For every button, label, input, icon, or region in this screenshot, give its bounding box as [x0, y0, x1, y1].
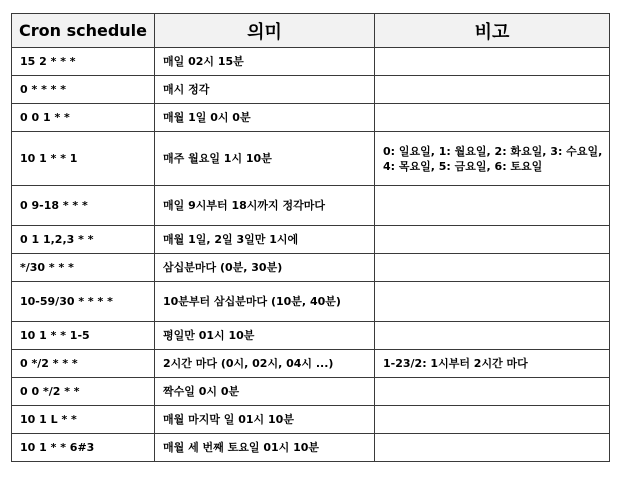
meaning-cell: 매일 02시 15분 — [155, 48, 375, 76]
table-row — [12, 322, 610, 350]
table-row — [12, 282, 610, 322]
note-cell — [375, 226, 610, 254]
note-cell — [375, 434, 610, 462]
note-cell — [375, 378, 610, 406]
schedule-cell: 10 1 L * * — [12, 406, 155, 434]
schedule-cell: 0 1 1,2,3 * * — [12, 226, 155, 254]
meaning-cell: 평일만 01시 10분 — [155, 322, 375, 350]
schedule-cell: 0 0 */2 * * — [12, 378, 155, 406]
schedule-cell: 0 0 1 * * — [12, 104, 155, 132]
meaning-cell: 매일 9시부터 18시까지 정각마다 — [155, 186, 375, 226]
table-row — [12, 104, 610, 132]
schedule-cell: 0 * * * * — [12, 76, 155, 104]
table-row — [12, 76, 610, 104]
schedule-cell: 10 1 * * 1-5 — [12, 322, 155, 350]
meaning-cell: 매주 월요일 1시 10분 — [155, 132, 375, 186]
meaning-cell: 매월 1일, 2일 3일만 1시에 — [155, 226, 375, 254]
table-header-row — [12, 14, 610, 48]
note-cell — [375, 322, 610, 350]
table-row — [12, 434, 610, 462]
meaning-cell: 짝수일 0시 0분 — [155, 378, 375, 406]
header-note: 비고 — [375, 14, 610, 48]
schedule-cell: 0 */2 * * * — [12, 350, 155, 378]
header-cron-schedule: Cron schedule — [12, 14, 155, 48]
schedule-cell: 0 9-18 * * * — [12, 186, 155, 226]
meaning-cell: 10분부터 삼십분마다 (10분, 40분) — [155, 282, 375, 322]
note-cell — [375, 406, 610, 434]
meaning-cell: 2시간 마다 (0시, 02시, 04시 ...) — [155, 350, 375, 378]
note-cell — [375, 76, 610, 104]
meaning-cell: 매시 정각 — [155, 76, 375, 104]
note-cell — [375, 104, 610, 132]
schedule-cell: */30 * * * — [12, 254, 155, 282]
meaning-cell: 매월 1일 0시 0분 — [155, 104, 375, 132]
schedule-cell: 10-59/30 * * * * — [12, 282, 155, 322]
table-row — [12, 186, 610, 226]
table-row — [12, 48, 610, 76]
table-row — [12, 350, 610, 378]
meaning-cell: 삼십분마다 (0분, 30분) — [155, 254, 375, 282]
header-meaning: 의미 — [155, 14, 375, 48]
note-cell — [375, 254, 610, 282]
note-cell: 1-23/2: 1시부터 2시간 마다 — [375, 350, 610, 378]
cron-schedule-table — [11, 13, 610, 462]
note-cell — [375, 48, 610, 76]
note-cell — [375, 282, 610, 322]
table-row — [12, 226, 610, 254]
table-row — [12, 378, 610, 406]
table-row — [12, 254, 610, 282]
table-row — [12, 132, 610, 186]
meaning-cell: 매월 마지막 일 01시 10분 — [155, 406, 375, 434]
table-row — [12, 406, 610, 434]
note-cell — [375, 186, 610, 226]
meaning-cell: 매월 세 번째 토요일 01시 10분 — [155, 434, 375, 462]
schedule-cell: 15 2 * * * — [12, 48, 155, 76]
schedule-cell: 10 1 * * 6#3 — [12, 434, 155, 462]
schedule-cell: 10 1 * * 1 — [12, 132, 155, 186]
note-cell: 0: 일요일, 1: 월요일, 2: 화요일, 3: 수요일, 4: 목요일, 5: 금요일, 6: 토요일 — [375, 132, 610, 186]
